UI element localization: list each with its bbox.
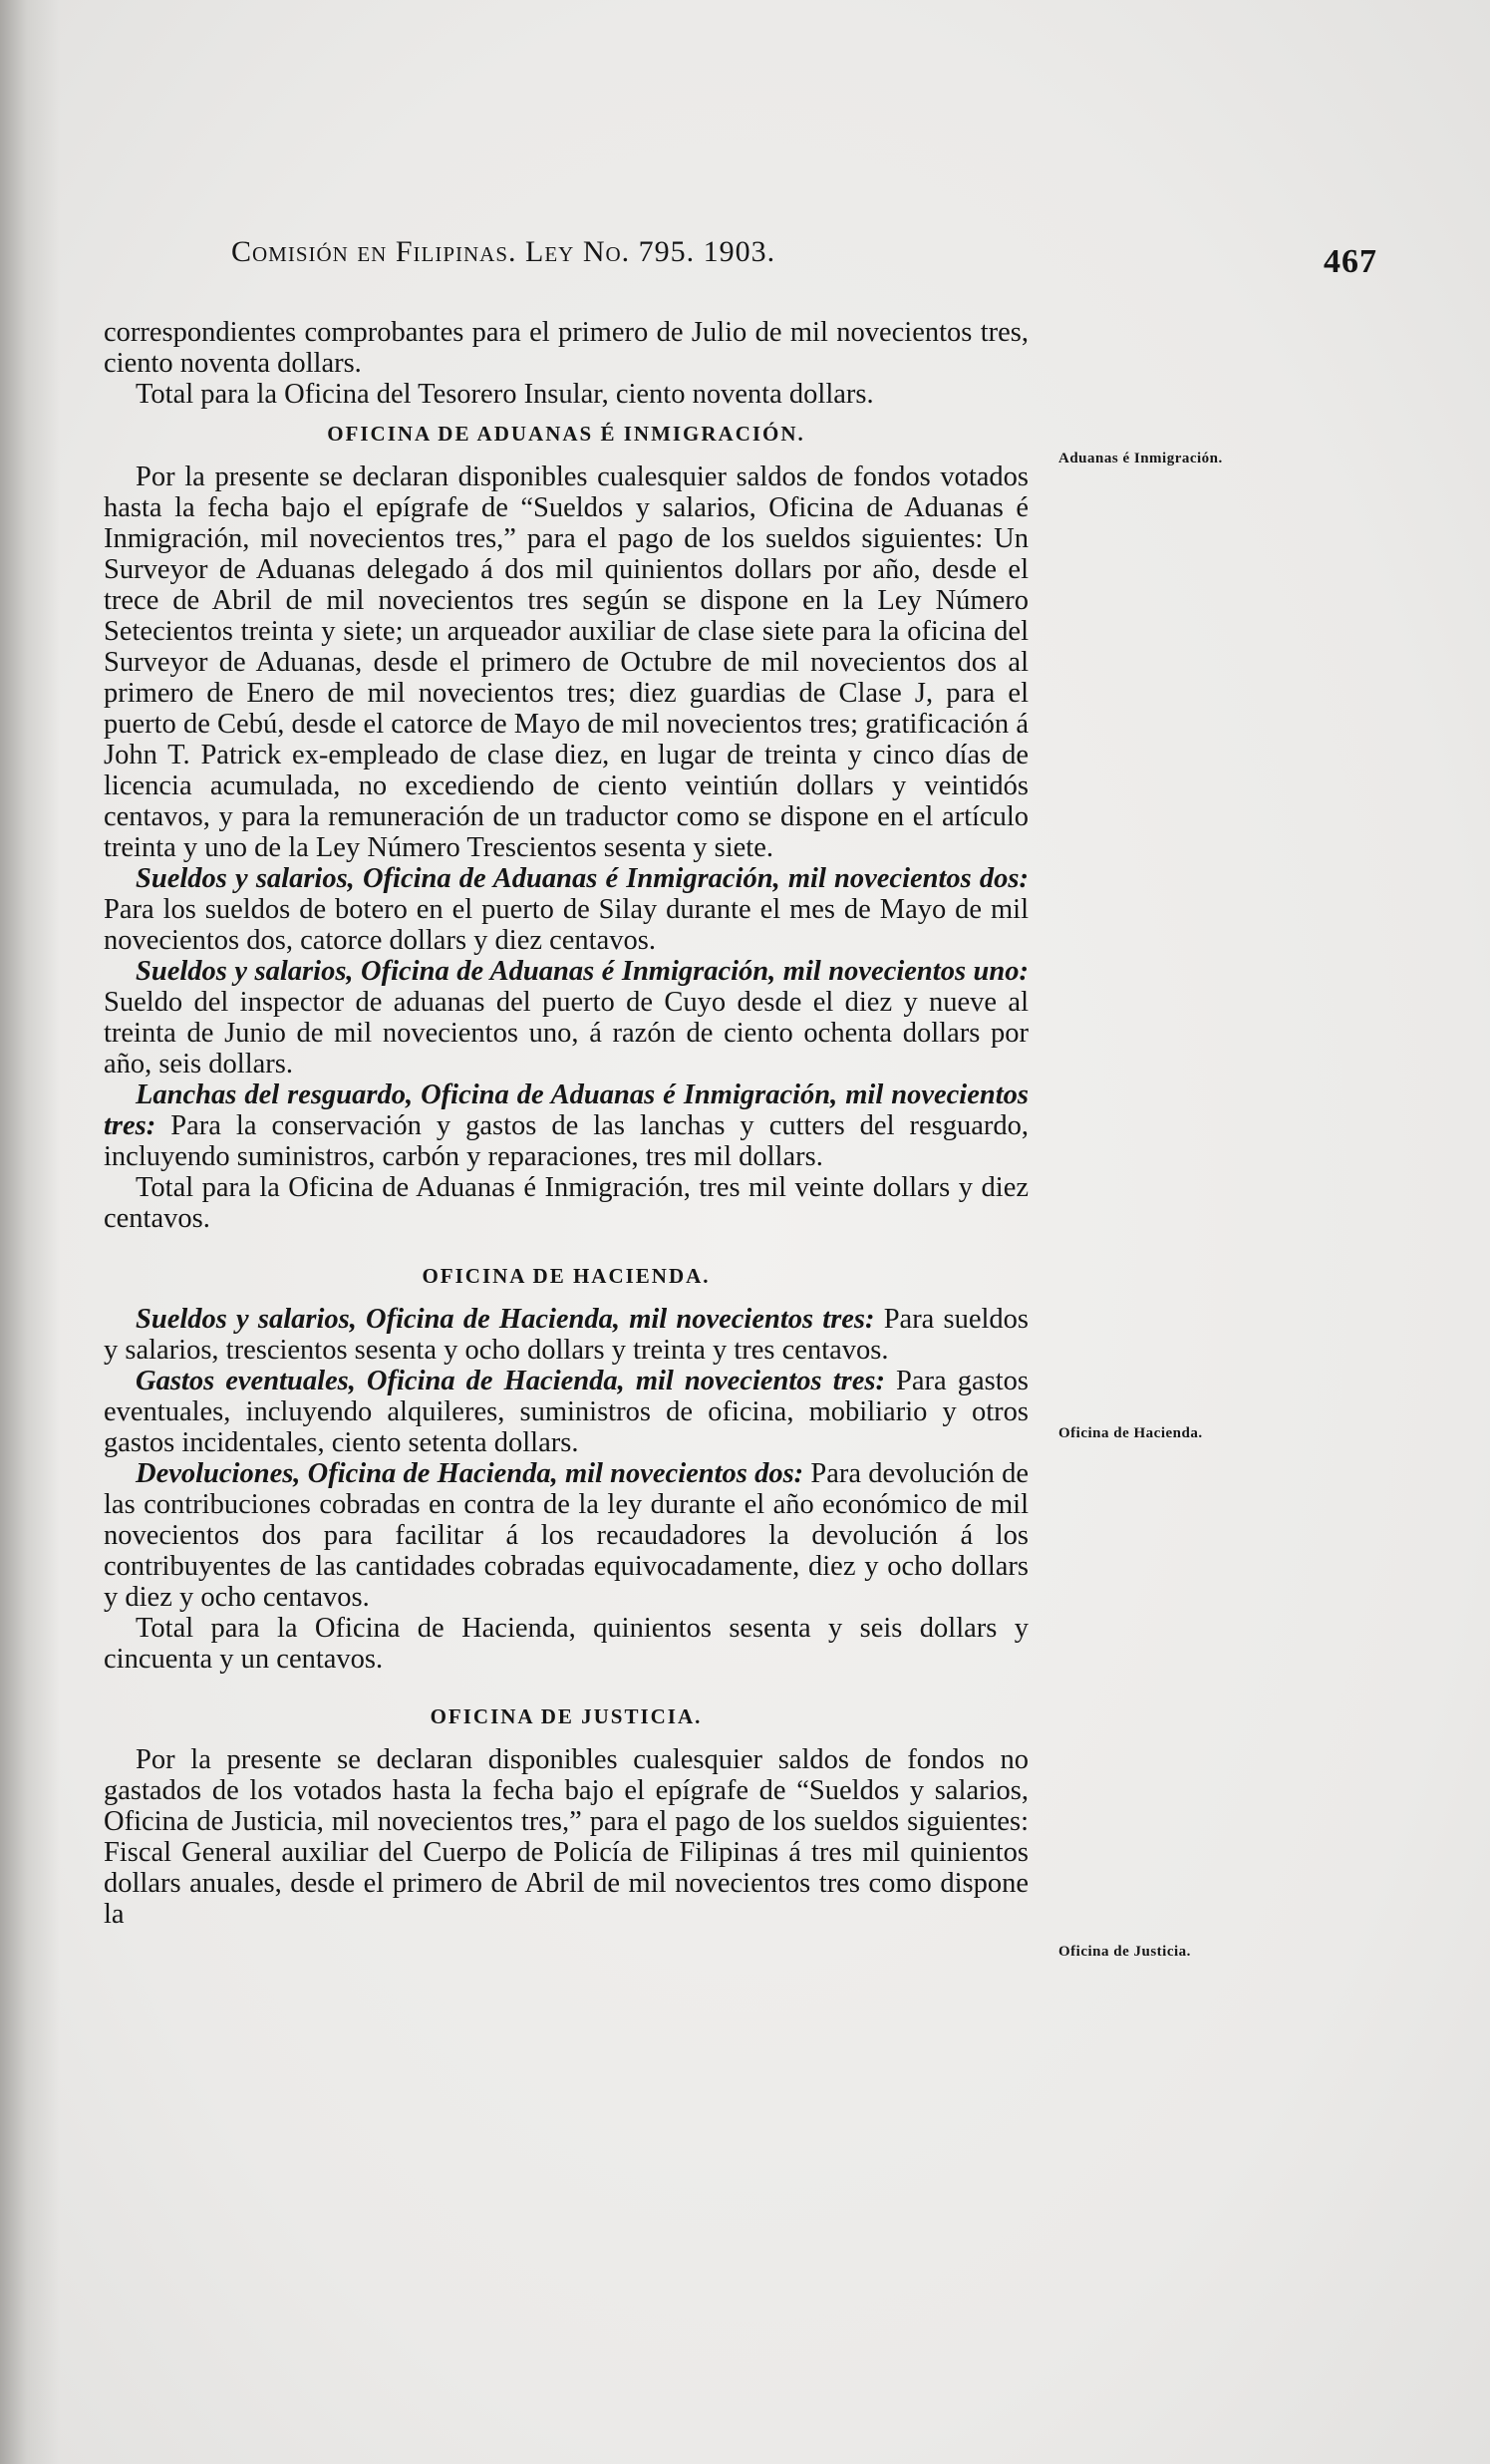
item-title: Lanchas del resguardo, Oficina de Aduanas é Inmigración, mil novecientos tres: [104,1079,1029,1141]
page-number: 467 [1324,243,1377,280]
paragraph [104,863,1029,956]
paragraph: Por la presente se declaran disponibles cualesquier saldos de fondos no gastados de los votados hasta la fecha bajo el epígrafe de “Sueldos y salarios, Oficina de Justicia, mil novecientos tres,” para el pago de los sueldos siguientes: Fiscal General auxiliar del Cuerpo de Policía de Filipinas á tres mil quinientos dollars anuales, desde el primero de Abril de mil novecientos tres como dispone la [104,1744,1029,1930]
item-title: Devoluciones, Oficina de Hacienda, mil novecientos dos: [136,1458,804,1489]
paragraph [104,1366,1029,1458]
paragraph [104,1079,1029,1172]
item-title: Sueldos y salarios, Oficina de Hacienda, mil novecientos tres: [136,1304,875,1335]
item-title: Sueldos y salarios, Oficina de Aduanas é Inmigración, mil novecientos dos: [136,863,1029,894]
margin-note-justicia: Oficina de Justicia. [1058,1944,1191,1960]
body-text [104,317,1029,1930]
item-text: Para la conservación y gastos de las lanchas y cutters del resguardo, incluyendo suministros, carbón y reparaciones, tres mil dollars. [104,1110,1029,1172]
item-title: Sueldos y salarios, Oficina de Aduanas é Inmigración, mil novecientos uno: [136,956,1029,987]
paragraph: correspondientes comprobantes para el primero de Julio de mil novecientos tres, ciento noventa dollars. [104,317,1029,379]
item-text: Para gastos eventuales, incluyendo alquileres, suministros de oficina, mobiliario y otros gastos incidentales, ciento setenta dollars. [104,1366,1029,1458]
item-text: Para sueldos y salarios, trescientos sesenta y ocho dollars y treinta y tres centavos. [104,1304,1029,1366]
paragraph-total: Total para la Oficina del Tesorero Insular, ciento noventa dollars. [136,379,874,410]
item-text: Para devolución de las contribuciones cobradas en contra de la ley durante el año económico de mil novecientos dos para facilitar á los recaudadores la devolución á los contribuyentes de las cantidades cobradas equivocadamente, diez y ocho dollars y diez y ocho centavos. [104,1458,1029,1613]
paragraph-total: Total para la Oficina de Aduanas é Inmigración, tres mil veinte dollars y diez centavos. [104,1172,1029,1234]
paragraph [104,1304,1029,1366]
paragraph-total: Total para la Oficina de Hacienda, quinientos sesenta y seis dollars y cincuenta y un centavos. [104,1613,1029,1675]
running-title: Comisión en Filipinas. Ley No. 795. 1903. [231,235,776,268]
margin-note-aduanas: Aduanas é Inmigración. [1058,451,1223,466]
item-text: Para los sueldos de botero en el puerto de Silay durante el mes de Mayo de mil novecientos dos, catorce dollars y diez centavos. [104,894,1029,956]
scan-edge-shadow [0,0,60,2464]
item-title: Gastos eventuales, Oficina de Hacienda, mil novecientos tres: [136,1366,885,1396]
page-header [231,231,1377,281]
section-heading-aduanas: OFICINA DE ADUANAS É INMIGRACIÓN. [327,422,805,446]
margin-note-hacienda: Oficina de Hacienda. [1058,1425,1203,1441]
paragraph [104,956,1029,1079]
section-heading-hacienda: OFICINA DE HACIENDA. [422,1264,711,1288]
paragraph: Por la presente se declaran disponibles cualesquier saldos de fondos votados hasta la fecha bajo el epígrafe de “Sueldos y salarios, Oficina de Aduanas é Inmigración, mil novecientos tres,” para el pago de los sueldos siguientes: Un Surveyor de Aduanas delegado á dos mil quinientos dollars por año, desde el trece de Abril de mil novecientos tres según se dispone en la Ley Número Setecientos treinta y siete; un arqueador auxiliar de clase siete para la oficina del Surveyor de Aduanas, desde el primero de Octubre de mil novecientos dos al primero de Enero de mil novecientos tres; diez guardias de Clase J, para el puerto de Cebú, desde el catorce de Mayo de mil novecientos tres; gratificación á John T. Patrick ex-empleado de clase diez, en lugar de treinta y cinco días de licencia acumulada, no excediendo de ciento veintiún dollars y veintidós centavos, y para la remuneración de un traductor como se dispone en el artículo treinta y uno de la Ley Número Trescientos sesenta y siete. [104,462,1029,863]
paragraph [104,1458,1029,1613]
section-heading-justicia: OFICINA DE JUSTICIA. [430,1704,703,1728]
item-text: Sueldo del inspector de aduanas del puerto de Cuyo desde el diez y nueve al treinta de Junio de mil novecientos uno, á razón de ciento ochenta dollars por año, seis dollars. [104,987,1029,1079]
